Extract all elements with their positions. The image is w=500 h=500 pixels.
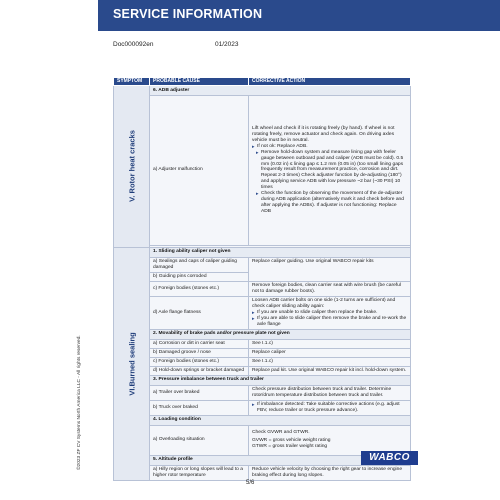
table-row	[114, 95, 411, 245]
table-row	[114, 465, 411, 480]
section-heading: 2. Movability of brake pads and/or pressure plate not given	[150, 329, 411, 339]
header-cause: PROBABLE CAUSE	[150, 78, 249, 86]
table-header-row	[114, 78, 411, 86]
table-row	[114, 348, 411, 357]
cause-cell: c) Foreign bodies (stones etc.)	[150, 281, 249, 296]
section-heading: 3. Pressure imbalance between truck and trailer	[150, 375, 411, 385]
action-cell	[249, 400, 411, 415]
header	[0, 0, 500, 31]
table-row	[114, 400, 411, 415]
cause-cell: d) Hold-down springs or bracket damaged	[150, 366, 249, 375]
table-row	[114, 296, 411, 329]
cause-cell: b) Damaged groove / nose	[150, 348, 249, 357]
action-cell: Reduce vehicle velocity by choosing the right gear to increase engine braking effect during long slopes.	[249, 465, 411, 480]
cause-cell: a) Trailer over braked	[150, 385, 249, 400]
symptom-label: V. Rotor heat cracks	[126, 130, 136, 203]
table-row	[114, 415, 411, 425]
troubleshooting-table	[113, 77, 411, 481]
action-text: Lift wheel and check if it is rotating freely (by hand). If wheel is not rotating freely, remove actuator and check again. On driving axles vehicle must be in neutral.	[252, 125, 395, 143]
action-bullet: ▸ If not ok: Replace ADB.	[252, 144, 407, 150]
doc-date: 01/2023	[215, 41, 239, 48]
table-row	[114, 247, 411, 257]
action-bullet: ▸ If you are able to slide caliper then remove the brake and re-work the axle flange	[252, 316, 407, 328]
action-bullet: ▸ Check the function by observing the movement of the de-adjuster during ADB application (alternatively mark it and check before and after applying the ADBs). If adjuster is not functioning: Replace ADB	[252, 191, 407, 215]
symptom-cell	[114, 247, 150, 480]
table-row	[114, 366, 411, 375]
action-cell	[249, 95, 411, 245]
table-row	[114, 281, 411, 296]
wabco-logo: WABCO	[361, 451, 418, 465]
cause-cell: a) Adjuster malfunction	[150, 95, 249, 245]
action-cell: Check pressure distribution between truck and trailer. Determine rotor/drum temperature distribution between truck and trailer.	[249, 385, 411, 400]
action-cell: Replace pad kit. Use original WABCO repair kit incl. hold-down system.	[249, 366, 411, 375]
page-number: 5/6	[246, 480, 255, 486]
section-heading: 5. Altitude profile	[150, 455, 411, 465]
action-cell: See I.1.c)	[249, 339, 411, 348]
cause-cell: d) Axle flange flatness	[150, 296, 249, 329]
header-symptom: SYMPTOM	[114, 78, 150, 86]
cause-cell: c) Foreign bodies (stones etc.)	[150, 357, 249, 366]
table-row	[114, 86, 411, 96]
action-bullet: ▸ If imbalance detected: Take suitable corrective actions (e.g. adjust FBV, reduce trailer or truck pressure advance).	[252, 402, 407, 414]
cause-cell: a) Hilly region or long slopes will lead to a higher rotor temperature	[150, 465, 249, 480]
table-row	[114, 385, 411, 400]
section-heading: 1. Sliding ability caliper not given	[150, 247, 411, 257]
cause-cell: b) Truck over braked	[150, 400, 249, 415]
action-bullet: ▸ If you are unable to slide caliper then replace the brake.	[252, 310, 407, 316]
table-row	[114, 257, 411, 272]
table-row	[114, 339, 411, 348]
action-cell: See I.1.c)	[249, 357, 411, 366]
action-cell: Replace caliper guiding. Use original WABCO repair kits	[249, 257, 411, 281]
action-bullet: ▸ Remove hold-down system and measure lining gap with feeler gauge between outboard pad and caliper (ADB must be cold). 0.5 mm (0.02 in) ≤ lining gap ≤ 1.2 mm (0.05 in) (too small lining gaps frequently result from measurement practice, corrosion and dirt. Repeat 2-3 times) Check adjuster function by de-adjusting (180°) and applying service ADB with low pressure ~2 bar (~30 PSI) 10 times	[252, 150, 407, 192]
header-action: CORRECTIVE ACTION	[249, 78, 411, 86]
action-text: GVWR = gross vehicle weight rating	[252, 438, 331, 444]
page-title: SERVICE INFORMATION	[113, 7, 263, 21]
section-heading: 6. ADB adjuster	[150, 86, 411, 96]
action-cell: Remove foreign bodies, clean carrier seat with wire brush (be careful not to damage rubber boots).	[249, 281, 411, 296]
action-text: Loosen ADB carrier bolts on one side (1-2 turns are sufficient) and check caliper sliding ability again:	[252, 297, 396, 309]
section-heading: 4. Loading condition	[150, 415, 411, 425]
symptom-cell	[114, 86, 150, 248]
symptom-label: VI.Burned sealing	[126, 332, 136, 396]
action-cell	[249, 296, 411, 329]
action-text: GTWR = gross trailer weight rating	[252, 444, 328, 450]
cause-cell: b) Guiding pins corroded	[150, 272, 249, 281]
cause-cell: a) Sealings and caps of caliper guiding damaged	[150, 257, 249, 272]
table-row	[114, 329, 411, 339]
cause-cell: a) Overloading situation	[150, 425, 249, 455]
action-cell: Replace caliper	[249, 348, 411, 357]
doc-number: Doc000092en	[113, 41, 154, 48]
cause-cell: a) Corrosion or dirt in carrier seat	[150, 339, 249, 348]
copyright-text: ©2023 ZF CV Systems North America LLC - All rights reserved.	[77, 335, 82, 470]
table-row	[114, 375, 411, 385]
action-text: Check GVWR and GTWR.	[252, 430, 310, 436]
table-row	[114, 357, 411, 366]
